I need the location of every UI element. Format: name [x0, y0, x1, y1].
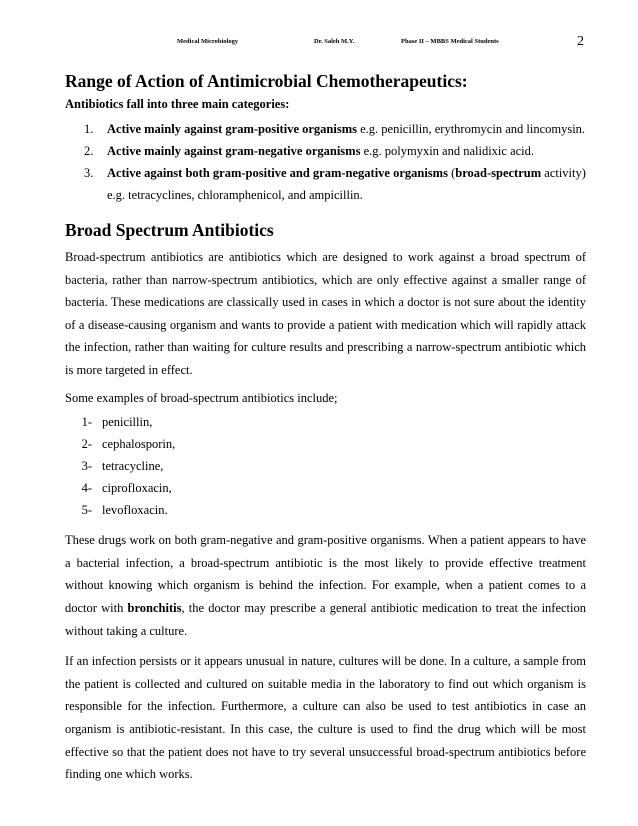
section-title-range-of-action: Range of Action of Antimicrobial Chemotherapeutics:: [65, 71, 468, 91]
example-number: 3-: [81, 459, 92, 474]
page-number: 2: [577, 34, 584, 49]
example-item: [65, 411, 586, 433]
example-text: penicillin,: [102, 415, 153, 430]
categories-intro: Antibiotics fall into three main categories:: [65, 97, 290, 111]
category-item: [65, 162, 586, 206]
example-item: [65, 455, 586, 477]
category-item: [65, 118, 586, 140]
example-text: tetracycline,: [102, 459, 164, 474]
section-title-broad-spectrum: Broad Spectrum Antibiotics: [65, 220, 274, 240]
bronchitis-term: bronchitis: [127, 600, 182, 615]
example-item: [65, 433, 586, 455]
example-text: cephalosporin,: [102, 437, 176, 452]
example-number: 2-: [81, 437, 92, 452]
category-examples: e.g. penicillin, erythromycin and lincomysin.: [356, 122, 586, 136]
paragraph-usage-part1: These drugs work on both gram-negative and gram-positive organisms. When a patient appears to have a bacterial infection, a broad-spectrum antibiotic is the most likely to provide effective treatment without knowing which organism is behind the infection. For example, when a patient comes to a doctor with: [65, 533, 586, 615]
header-audience: Phase II – MBBS Medical Students: [401, 38, 499, 45]
example-number: 5-: [81, 503, 92, 518]
category-paren: (: [447, 166, 456, 180]
category-number: 2.: [84, 144, 94, 158]
page-content: [65, 68, 586, 786]
examples-list: [65, 411, 586, 521]
category-item: [65, 140, 586, 162]
header-course: Medical Microbiology: [177, 38, 239, 45]
category-bold: Active mainly against gram-positive organisms: [107, 122, 357, 136]
example-text: ciprofloxacin,: [102, 481, 172, 496]
paragraph-usage-part2: , the doctor may prescribe a general antibiotic medication to treat the infection without taking a culture.: [65, 600, 586, 638]
example-item: [65, 477, 586, 499]
category-number: 3.: [84, 166, 94, 180]
header-author: Dr. Saleh M.Y.: [314, 38, 355, 45]
category-bold: Active against both gram-positive and gram-negative organisms: [107, 166, 448, 180]
category-examples: activity) e.g. tetracyclines, chloramphenicol, and ampicillin.: [107, 166, 586, 202]
example-number: 1-: [81, 415, 92, 430]
category-bold: Active mainly against gram-negative organisms: [107, 144, 361, 158]
example-text: levofloxacin.: [102, 503, 168, 518]
category-examples: e.g. polymyxin and nalidixic acid.: [360, 144, 535, 158]
paragraph-definition: Broad-spectrum antibiotics are antibiotics which are designed to work against a broad spectrum of bacteria, rather than narrow-spectrum antibiotics, which are only effective against a smaller range of bacteria. These medications are classically used in cases in which a doctor is not sure about the identity of a disease-causing organism and wants to provide a patient with medication which will rapidly attack the infection, rather than waiting for culture results and prescribing a narrow-spectrum antibiotic which is more targeted in effect.: [65, 250, 586, 377]
paragraph-usage: [65, 529, 586, 642]
example-item: [65, 499, 586, 521]
examples-intro: Some examples of broad-spectrum antibiotics include;: [65, 390, 338, 405]
category-number: 1.: [84, 122, 94, 136]
category-bold-broad: broad-spectrum: [455, 166, 542, 180]
categories-list: [65, 118, 586, 206]
example-number: 4-: [81, 481, 92, 496]
paragraph-culture: If an infection persists or it appears unusual in nature, cultures will be done. In a culture, a sample from the patient is collected and cultured on suitable media in the laboratory to find out which organism is responsible for the infection. Furthermore, a culture can also be used to test antibiotics in case an organism is antibiotic-resistant. In this case, the culture is used to find the drug which will be most effective so that the patient does not have to try several unsuccessful broad-spectrum antibiotics before finding one which works.: [65, 654, 586, 782]
